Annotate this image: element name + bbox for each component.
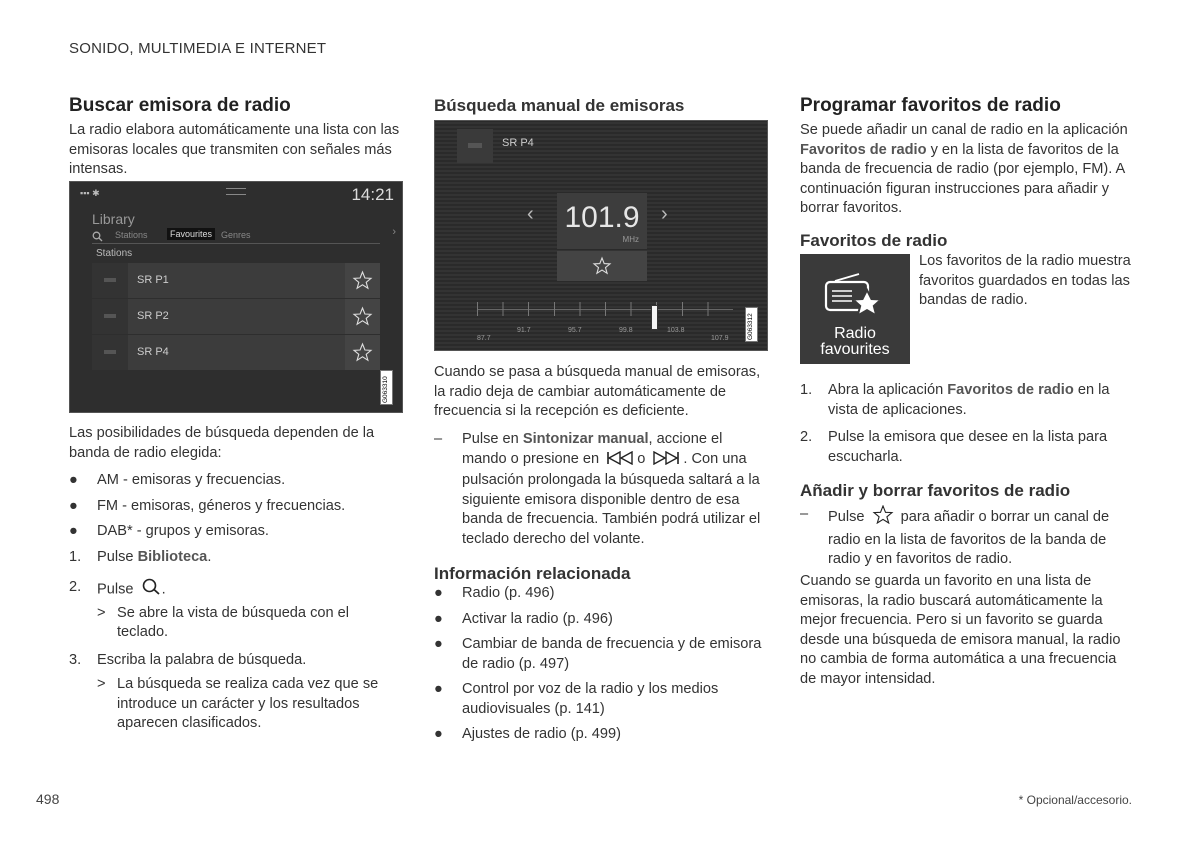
favourites-note: Cuando se guarda un favorito en una lista de emisoras, la radio buscará automáticamente la mejor frecuencia. Pero si un favorito se guarda desde una búsqueda de emisora manual, la radio no cambia de forma automática a una frecuencia de mayor intensidad. <box>800 573 1121 687</box>
station-row[interactable] <box>92 263 380 298</box>
bullet: ● <box>434 610 443 627</box>
tab-stations[interactable]: Stations <box>115 230 148 240</box>
radio-favourites-link: Favoritos de radio <box>947 382 1074 398</box>
step-number: 1. <box>800 382 813 398</box>
library-screenshot <box>69 181 403 413</box>
star-icon <box>872 505 894 531</box>
bullet: ● <box>69 472 78 488</box>
favourites-subtitle: Favoritos de radio <box>800 231 948 250</box>
tab-genres[interactable]: Genres <box>221 230 251 240</box>
radio-favourites-link: Favoritos de radio <box>800 141 927 158</box>
skip-forward-icon <box>652 451 680 472</box>
status-icons: ▪▪▪ ✱ <box>80 188 100 198</box>
favourites-steps <box>800 381 1132 467</box>
instruction-text: o <box>637 450 646 467</box>
instruction-text: . Con una pulsación prolongada la búsqueda saltará a la siguiente emisora disponible dentro de esa banda de frecuencia. También podrá utilizar el teclado derecho del volante. <box>462 450 761 547</box>
radio-favourites-tile[interactable] <box>800 254 910 364</box>
section-title-favourites: Programar favoritos de radio <box>800 95 1061 116</box>
list-item: FM - emisoras, géneros y frecuencias. <box>97 497 346 514</box>
divider <box>92 243 380 244</box>
figure-code: G063312 <box>745 307 758 342</box>
band-list <box>69 471 404 734</box>
handle-icon <box>226 188 246 195</box>
bullet: ● <box>434 636 443 652</box>
intro-text: La radio elabora automáticamente una lista con las emisoras locales que transmiten con señales más intensas. <box>69 122 400 177</box>
search-icon <box>142 578 162 602</box>
scale-ticks <box>477 302 733 316</box>
footnote: * Opcional/accesorio. <box>1018 793 1132 807</box>
instruction-text: para añadir o borrar un canal de radio en la lista de favoritos de la banda de radio y en favoritos de radio. <box>828 509 1110 567</box>
instruction-text: Pulse <box>828 509 865 525</box>
step-text: Pulse <box>97 548 138 565</box>
search-options-text: Las posibilidades de búsqueda dependen de la banda de radio elegida: <box>69 425 375 461</box>
dash-marker: – <box>800 506 809 522</box>
step-text: Escriba la palabra de búsqueda. <box>97 651 307 668</box>
step-text: en la vista de aplicaciones. <box>828 382 1110 418</box>
related-link[interactable]: Ajustes de radio (p. 499) <box>462 726 621 742</box>
bullet: ● <box>434 681 443 697</box>
manual-tuning-screenshot <box>434 120 768 351</box>
figure-code: G063310 <box>380 370 393 405</box>
library-link: Biblioteca <box>137 548 208 565</box>
step-number: 1. <box>69 548 82 565</box>
search-icon[interactable] <box>92 229 103 240</box>
library-label: Library <box>92 211 135 227</box>
scale-label: 99.8 <box>619 327 633 334</box>
scale-label: 95.7 <box>568 327 582 334</box>
result-marker: > <box>97 604 106 621</box>
skip-back-icon <box>606 451 634 472</box>
star-icon[interactable] <box>557 251 647 281</box>
station-logo <box>92 299 128 334</box>
related-link[interactable]: Activar la radio (p. 496) <box>462 610 613 627</box>
intro-text: y en la lista de favoritos de la banda de frecuencia de radio (por ejemplo, FM). A continuación figuran instrucciones para añadir y borrar favoritos. <box>800 141 1125 216</box>
scale-label: 103.8 <box>667 327 685 334</box>
tile-label-2: favourites <box>820 341 890 358</box>
add-remove-instruction <box>800 505 1132 570</box>
intro-text: Se puede añadir un canal de radio en la aplicación <box>800 122 1128 138</box>
scale-label: 87.7 <box>477 335 491 342</box>
related-link[interactable]: Cambiar de banda de frecuencia y de emisora de radio (p. 497) <box>462 636 762 672</box>
manual-search-text: Cuando se pasa a búsqueda manual de emisoras, la radio deja de cambiar automáticamente de frecuencia si la recepción es deficiente. <box>434 364 761 419</box>
step-text: Pulse la emisora que desee en la lista para escucharla. <box>828 429 1108 465</box>
step-text: . <box>161 581 166 598</box>
related-link[interactable]: Control por voz de la radio y los medios audiovisuales (p. 141) <box>462 681 719 717</box>
step-result: La búsqueda se realiza cada vez que se introduce un carácter y los resultados aparecen clasificados. <box>117 676 379 731</box>
scale-label: 91.7 <box>517 327 531 334</box>
star-icon[interactable] <box>345 299 380 334</box>
page-number: 498 <box>36 791 60 807</box>
favourites-description: Los favoritos de la radio muestra favoritos guardados en todas las bandas de radio. <box>919 253 1131 308</box>
star-icon[interactable] <box>345 335 380 370</box>
list-item: DAB* - grupos y emisoras. <box>97 523 269 539</box>
step-number: 2. <box>69 579 82 595</box>
section-title-manual: Búsqueda manual de emisoras <box>434 96 685 115</box>
step-result: Se abre la vista de búsqueda con el teclado. <box>117 604 350 640</box>
chevron-right-icon[interactable]: › <box>392 226 396 238</box>
step-text: . <box>207 548 212 565</box>
station-row[interactable] <box>92 299 380 334</box>
related-list <box>434 584 766 745</box>
instruction-text: Pulse en <box>462 431 523 447</box>
bullet: ● <box>69 523 78 539</box>
clock: 14:21 <box>351 185 394 204</box>
related-link[interactable]: Radio (p. 496) <box>462 585 555 601</box>
instruction-text: , accione el mando o presione en <box>462 431 723 467</box>
section-label: Stations <box>96 248 133 259</box>
station-row[interactable] <box>92 335 380 370</box>
tab-favourites[interactable]: Favourites <box>167 228 215 240</box>
station-name: SR P2 <box>137 310 169 322</box>
chevron-right-icon[interactable]: › <box>661 203 668 225</box>
station-logo <box>457 129 493 163</box>
station-logo <box>92 335 128 370</box>
section-title-search: Buscar emisora de radio <box>69 95 291 116</box>
station-name: SR P1 <box>137 274 169 286</box>
bullet: ● <box>434 726 443 742</box>
bullet: ● <box>69 497 78 514</box>
tuning-slider[interactable] <box>651 305 658 330</box>
result-marker: > <box>97 676 106 692</box>
frequency-box <box>557 193 647 249</box>
scale-label: 107.9 <box>711 335 729 342</box>
list-item: AM - emisoras y frecuencias. <box>97 472 286 488</box>
frequency-unit: MHz <box>622 235 639 244</box>
star-icon[interactable] <box>345 263 380 298</box>
manual-tune-link: Sintonizar manual <box>522 431 649 447</box>
related-title: Información relacionada <box>434 564 631 583</box>
step-number: 3. <box>69 651 82 668</box>
step-number: 2. <box>800 429 813 445</box>
step-text: Abra la aplicación <box>828 382 948 398</box>
station-name: SR P4 <box>137 346 169 358</box>
frequency-value: 101.9 <box>564 201 640 234</box>
radio-icon <box>823 272 885 325</box>
station-logo <box>92 263 128 298</box>
running-header: SONIDO, MULTIMEDIA E INTERNET <box>69 40 327 57</box>
add-remove-title: Añadir y borrar favoritos de radio <box>800 481 1071 500</box>
step-text: Pulse <box>97 581 134 598</box>
station-name: SR P4 <box>502 137 534 149</box>
manual-instruction <box>434 430 766 549</box>
favourites-intro <box>800 121 1132 219</box>
bullet: ● <box>434 585 443 601</box>
dash-marker: – <box>434 431 443 447</box>
chevron-left-icon[interactable]: ‹ <box>527 203 534 225</box>
tile-label-1: Radio <box>834 325 876 342</box>
